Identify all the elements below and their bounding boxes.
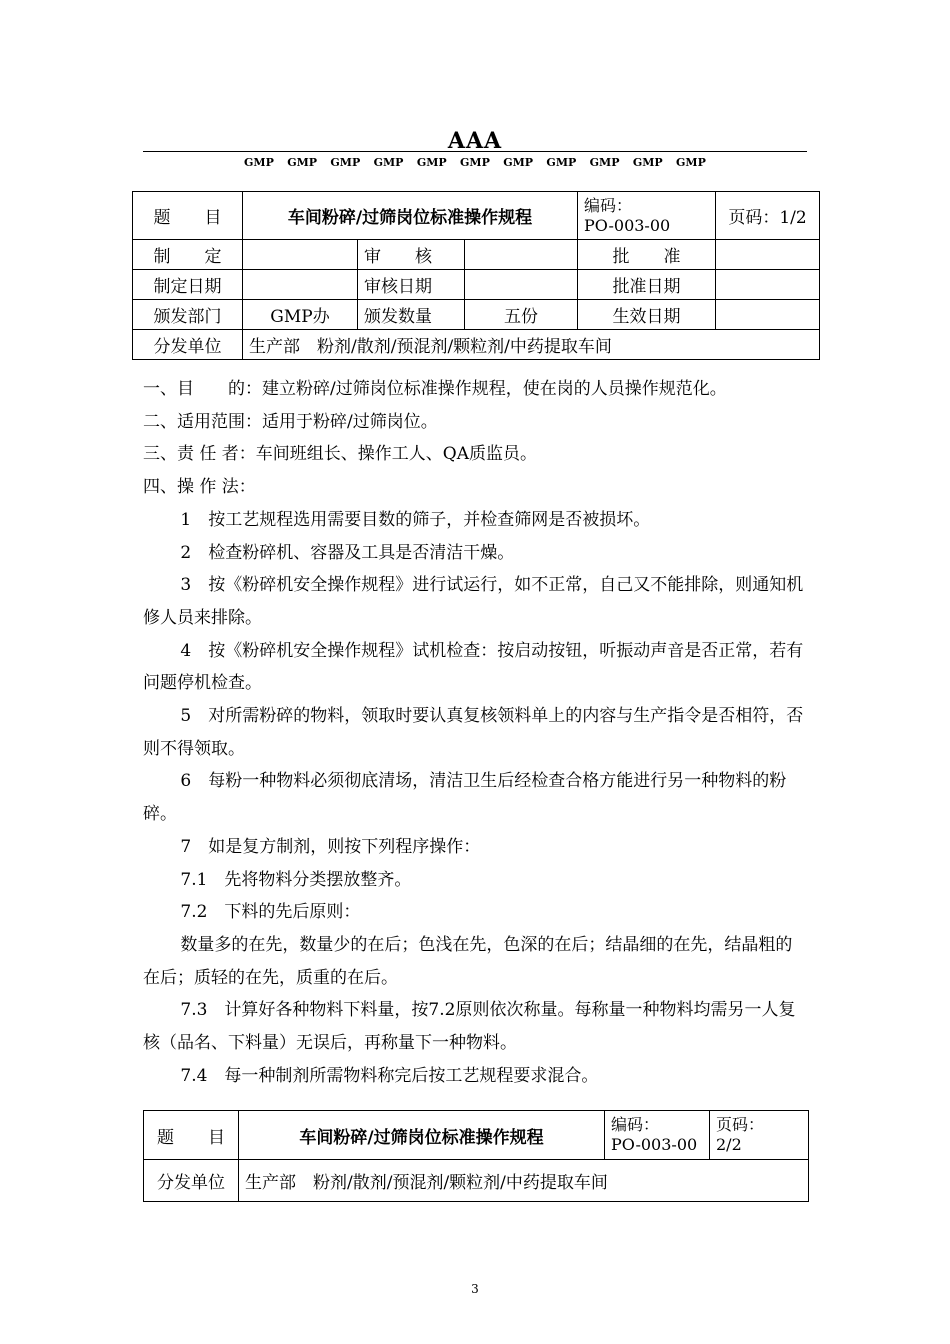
page-label: 页码：1/2 xyxy=(716,192,820,240)
procedure-step: 4 按《粉碎机安全操作规程》试机检查：按启动按钮，听振动声音是否正常，若有问题停机检查。 xyxy=(143,640,804,694)
issue-dept-value: GMP办 xyxy=(243,300,358,330)
approve-date-value xyxy=(716,270,820,300)
code-cell xyxy=(605,1111,710,1160)
subject-label: 题 目 xyxy=(144,1111,239,1160)
gmp-label: GMP xyxy=(546,156,577,169)
effective-date-label: 生效日期 xyxy=(578,300,716,330)
review-date-value xyxy=(465,270,578,300)
page-cell xyxy=(710,1111,809,1160)
procedure-step: 2 检查粉碎机、容器及工具是否清洁干燥。 xyxy=(180,542,515,563)
issue-qty-value: 五份 xyxy=(465,300,578,330)
procedure-substep: 7.2 下料的先后原则： xyxy=(180,902,361,923)
made-by-label: 制 定 xyxy=(133,240,243,270)
company-name: AAA xyxy=(447,128,503,154)
code-label: 编码： xyxy=(584,195,633,215)
gmp-label: GMP xyxy=(589,156,620,169)
table-row xyxy=(133,240,820,270)
gmp-label: GMP xyxy=(416,156,447,169)
distribution-label: 分发单位 xyxy=(133,330,243,360)
gmp-label-row xyxy=(244,156,706,169)
procedure-step: 7 如是复方制剂，则按下列程序操作： xyxy=(180,836,481,857)
table-row xyxy=(133,330,820,360)
gmp-label: GMP xyxy=(244,156,274,169)
approved-by-value xyxy=(716,240,820,270)
made-date-label: 制定日期 xyxy=(133,270,243,300)
page-label: 页码： xyxy=(716,1115,765,1134)
gmp-label: GMP xyxy=(503,156,534,169)
gmp-label: GMP xyxy=(373,156,404,169)
gmp-label: GMP xyxy=(632,156,663,169)
header-divider xyxy=(143,151,807,152)
continuation-info-table xyxy=(143,1110,809,1202)
issue-dept-label: 颁发部门 xyxy=(133,300,243,330)
effective-date-value xyxy=(716,300,820,330)
section-operation-heading: 四、操 作 法： xyxy=(143,477,256,498)
review-date-label: 审核日期 xyxy=(358,270,465,300)
document-info-table xyxy=(132,191,820,360)
code-label: 编码： xyxy=(611,1115,660,1134)
approved-by-label: 批 准 xyxy=(578,240,716,270)
table-row xyxy=(133,192,820,240)
document-title: 车间粉碎/过筛岗位标准操作规程 xyxy=(239,1111,605,1160)
procedure-substep: 7.3 计算好各种物料下料量，按7.2原则依次称量。每称量一种物料均需另一人复核（品名、下料量）无误后，再称量下一种物料。 xyxy=(143,1000,796,1054)
code-value: PO-003-00 xyxy=(584,215,671,235)
subject-label: 题 目 xyxy=(133,192,243,240)
distribution-label: 分发单位 xyxy=(144,1160,239,1202)
page-value: 2/2 xyxy=(716,1135,742,1154)
table-row xyxy=(133,300,820,330)
code-cell xyxy=(578,192,716,240)
issue-qty-label: 颁发数量 xyxy=(358,300,465,330)
code-value: PO-003-00 xyxy=(611,1135,698,1154)
procedure-body xyxy=(143,373,807,1092)
procedure-step: 6 每粉一种物料必须彻底清场，清洁卫生后经检查合格方能进行另一种物料的粉碎。 xyxy=(143,771,787,825)
distribution-value: 生产部 粉剂/散剂/预混剂/颗粒剂/中药提取车间 xyxy=(243,330,820,360)
procedure-substep: 7.1 先将物料分类摆放整齐。 xyxy=(180,869,412,890)
reviewed-by-value xyxy=(465,240,578,270)
page-number: 3 xyxy=(471,1282,479,1296)
gmp-label: GMP xyxy=(460,156,490,169)
gmp-label: GMP xyxy=(676,156,706,169)
section-scope: 二、适用范围：适用于粉碎/过筛岗位。 xyxy=(143,411,438,432)
distribution-value: 生产部 粉剂/散剂/预混剂/颗粒剂/中药提取车间 xyxy=(239,1160,809,1202)
procedure-step: 1 按工艺规程选用需要目数的筛子，并检查筛网是否被损坏。 xyxy=(180,509,651,530)
document-title: 车间粉碎/过筛岗位标准操作规程 xyxy=(243,192,578,240)
gmp-label: GMP xyxy=(287,156,318,169)
section-purpose: 一、目 的：建立粉碎/过筛岗位标准操作规程，使在岗的人员操作规范化。 xyxy=(143,379,727,399)
gmp-label: GMP xyxy=(330,156,361,169)
made-by-value xyxy=(243,240,358,270)
approve-date-label: 批准日期 xyxy=(578,270,716,300)
made-date-value xyxy=(243,270,358,300)
procedure-substep: 7.4 每一种制剂所需物料称完后按工艺规程要求混合。 xyxy=(180,1065,599,1086)
procedure-step: 3 按《粉碎机安全操作规程》进行试运行，如不正常，自己又不能排除，则通知机修人员来排除。 xyxy=(143,575,804,628)
reviewed-by-label: 审 核 xyxy=(358,240,465,270)
table-row xyxy=(133,270,820,300)
section-responsible: 三、责 任 者：车间班组长、操作工人、QA质监员。 xyxy=(143,444,538,465)
table-row xyxy=(144,1160,809,1202)
procedure-step: 5 对所需粉碎的物料，领取时要认真复核领料单上的内容与生产指令是否相符，否则不得领取。 xyxy=(143,706,804,759)
table-row xyxy=(144,1111,809,1160)
procedure-rule: 数量多的在先，数量少的在后；色浅在先，色深的在后；结晶细的在先，结晶粗的在后；质轻的在先，质重的在后。 xyxy=(143,934,793,988)
